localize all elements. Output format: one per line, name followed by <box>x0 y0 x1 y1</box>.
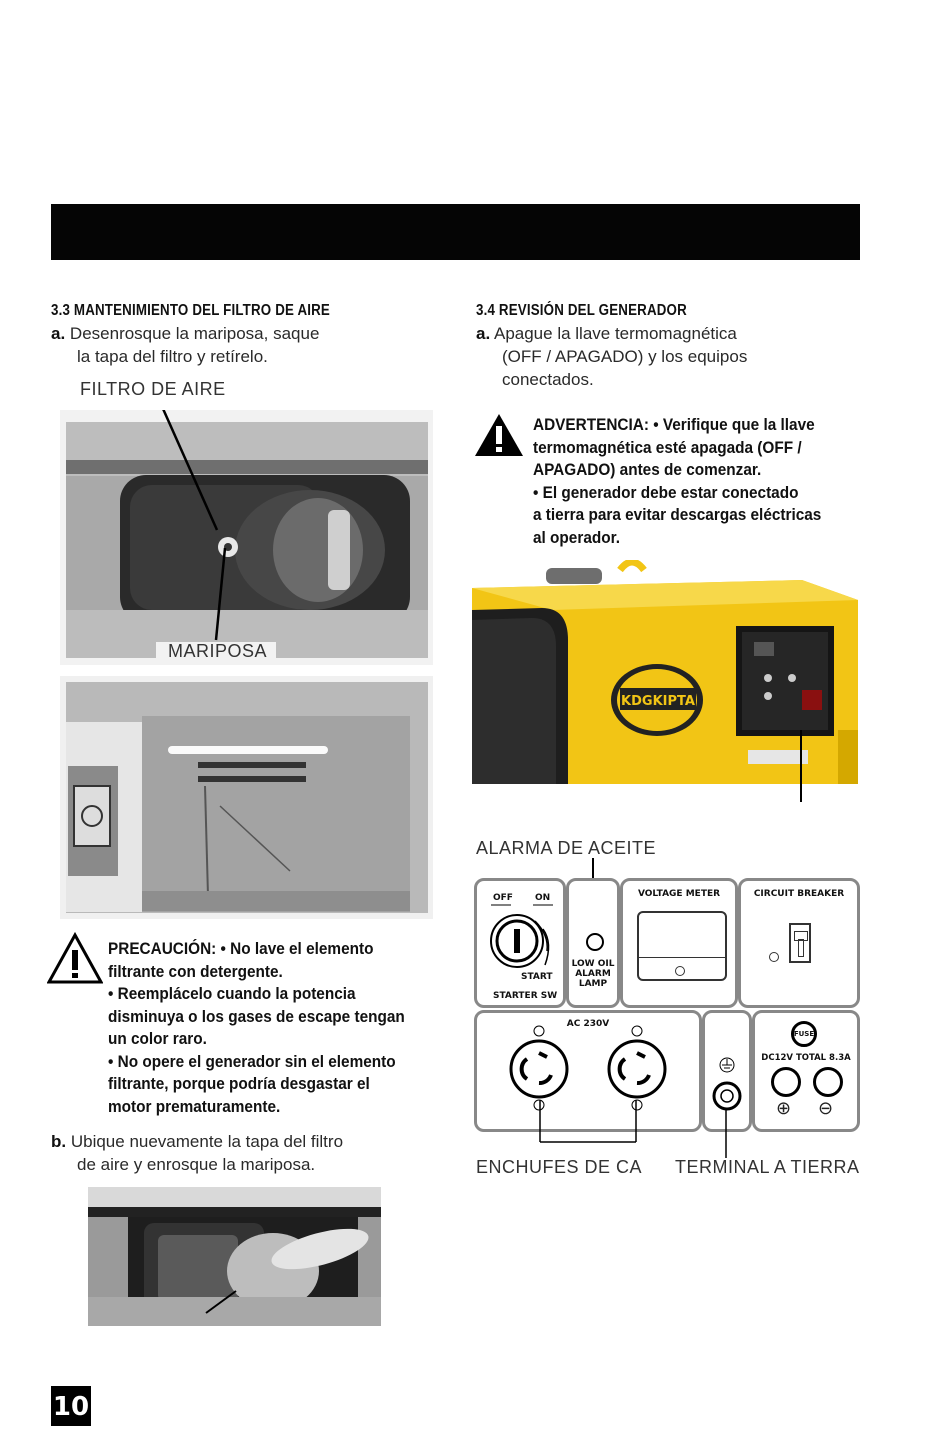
step-text: la tapa del filtro y retírelo. <box>77 347 268 366</box>
label-fuse: FUSE <box>793 1030 815 1038</box>
warning-line: • Verifique que la llave <box>653 416 815 434</box>
voltage-meter-display <box>637 911 727 981</box>
low-oil-line: ALARM <box>575 969 611 979</box>
warning-line: al operador. <box>533 528 620 547</box>
label-filtro-de-aire: FILTRO DE AIRE <box>80 379 226 399</box>
step-a-generator-check <box>476 322 876 391</box>
label-voltage-meter: VOLTAGE METER <box>637 889 721 899</box>
label-low-oil <box>569 959 617 989</box>
caution-icon <box>47 932 103 989</box>
page-number: 10 <box>51 1386 91 1426</box>
panel-voltage-meter <box>620 878 738 1008</box>
panel-starter-switch <box>474 878 566 1008</box>
warning-line: APAGADO) antes de comenzar. <box>533 461 762 479</box>
warning-title: ADVERTENCIA: <box>533 416 649 434</box>
label-on: ON <box>535 893 551 903</box>
pointer-line-panel <box>800 730 802 802</box>
caution-block <box>108 938 443 1118</box>
step-text: Desenrosque la mariposa, saque <box>69 324 320 343</box>
label-alarma-de-aceite: ALARMA DE ACEITE <box>476 838 657 858</box>
pointer-lines-bottom <box>470 1100 770 1160</box>
warning-line: termomagnética esté apagada (OFF / <box>533 438 802 457</box>
photo-filter-reinstall <box>88 1187 381 1326</box>
label-circuit-breaker: CIRCUIT BREAKER <box>753 889 845 899</box>
step-text: (OFF / APAGADO) y los equipos <box>502 347 748 366</box>
generator-logo: KDGKIPTA <box>621 694 695 709</box>
panel-circuit-breaker <box>738 878 860 1008</box>
label-mariposa: MARIPOSA <box>168 641 268 661</box>
low-oil-line: LAMP <box>578 979 608 989</box>
section-title-generator-check: 3.4 REVISIÓN DEL GENERADOR <box>476 302 687 319</box>
step-letter: a. <box>51 324 66 343</box>
fuse-icon <box>791 1021 817 1047</box>
step-letter: b. <box>51 1132 67 1151</box>
label-starter-sw: STARTER SW <box>493 991 558 1001</box>
caution-title: PRECAUCIÓN: <box>108 940 217 958</box>
step-text: Apague la llave termomagnética <box>493 324 737 343</box>
caution-line: un color raro. <box>108 1030 207 1048</box>
warning-icon <box>474 413 524 462</box>
photo-air-filter <box>60 410 433 665</box>
photo-filter-cover <box>60 676 433 919</box>
section-title-air-filter: 3.3 MANTENIMIENTO DEL FILTRO DE AIRE <box>51 302 330 319</box>
header-bar <box>51 204 860 260</box>
label-ac: AC 230V <box>566 1019 610 1029</box>
step-letter: a. <box>476 324 491 343</box>
label-terminal-a-tierra: TERMINAL A TIERRA <box>675 1157 860 1177</box>
caution-line: filtrante con detergente. <box>108 962 283 981</box>
step-b-air-filter <box>51 1130 451 1176</box>
minus-icon: ⊖ <box>818 1098 834 1118</box>
low-oil-line: LOW OIL <box>571 959 615 969</box>
breaker-indicator <box>769 952 779 962</box>
control-panel-diagram <box>472 876 862 1132</box>
dc-positive-terminal <box>771 1067 801 1097</box>
warning-block <box>533 414 859 549</box>
caution-line: • No opere el generador sin el elemento <box>108 1052 396 1071</box>
caution-line: • Reemplácelo cuando la potencia <box>108 985 356 1003</box>
caution-line: filtrante, porque podría desgastar el <box>108 1075 370 1093</box>
step-text: conectados. <box>502 370 594 389</box>
caution-line: • No lave el elemento <box>220 940 374 958</box>
caution-line: motor prematuramente. <box>108 1097 281 1116</box>
label-enchufes-de-ca: ENCHUFES DE CA <box>476 1157 643 1177</box>
warning-line: • El generador debe estar conectado <box>533 483 799 502</box>
caution-line: disminuya o los gases de escape tengan <box>108 1007 405 1026</box>
label-off: OFF <box>493 893 513 903</box>
label-start: START <box>521 972 553 982</box>
low-oil-lamp-icon <box>586 933 604 951</box>
plus-icon: ⊕ <box>776 1098 792 1118</box>
panel-low-oil <box>566 878 620 1008</box>
label-dc: DC12V TOTAL 8.3A <box>761 1053 851 1063</box>
step-text: de aire y enrosque la mariposa. <box>77 1155 316 1174</box>
step-a-air-filter <box>51 322 451 368</box>
breaker-switch-icon <box>789 923 811 963</box>
dc-negative-terminal <box>813 1067 843 1097</box>
step-text: Ubique nuevamente la tapa del filtro <box>70 1132 344 1151</box>
warning-line: a tierra para evitar descargas eléctricas <box>533 506 822 524</box>
